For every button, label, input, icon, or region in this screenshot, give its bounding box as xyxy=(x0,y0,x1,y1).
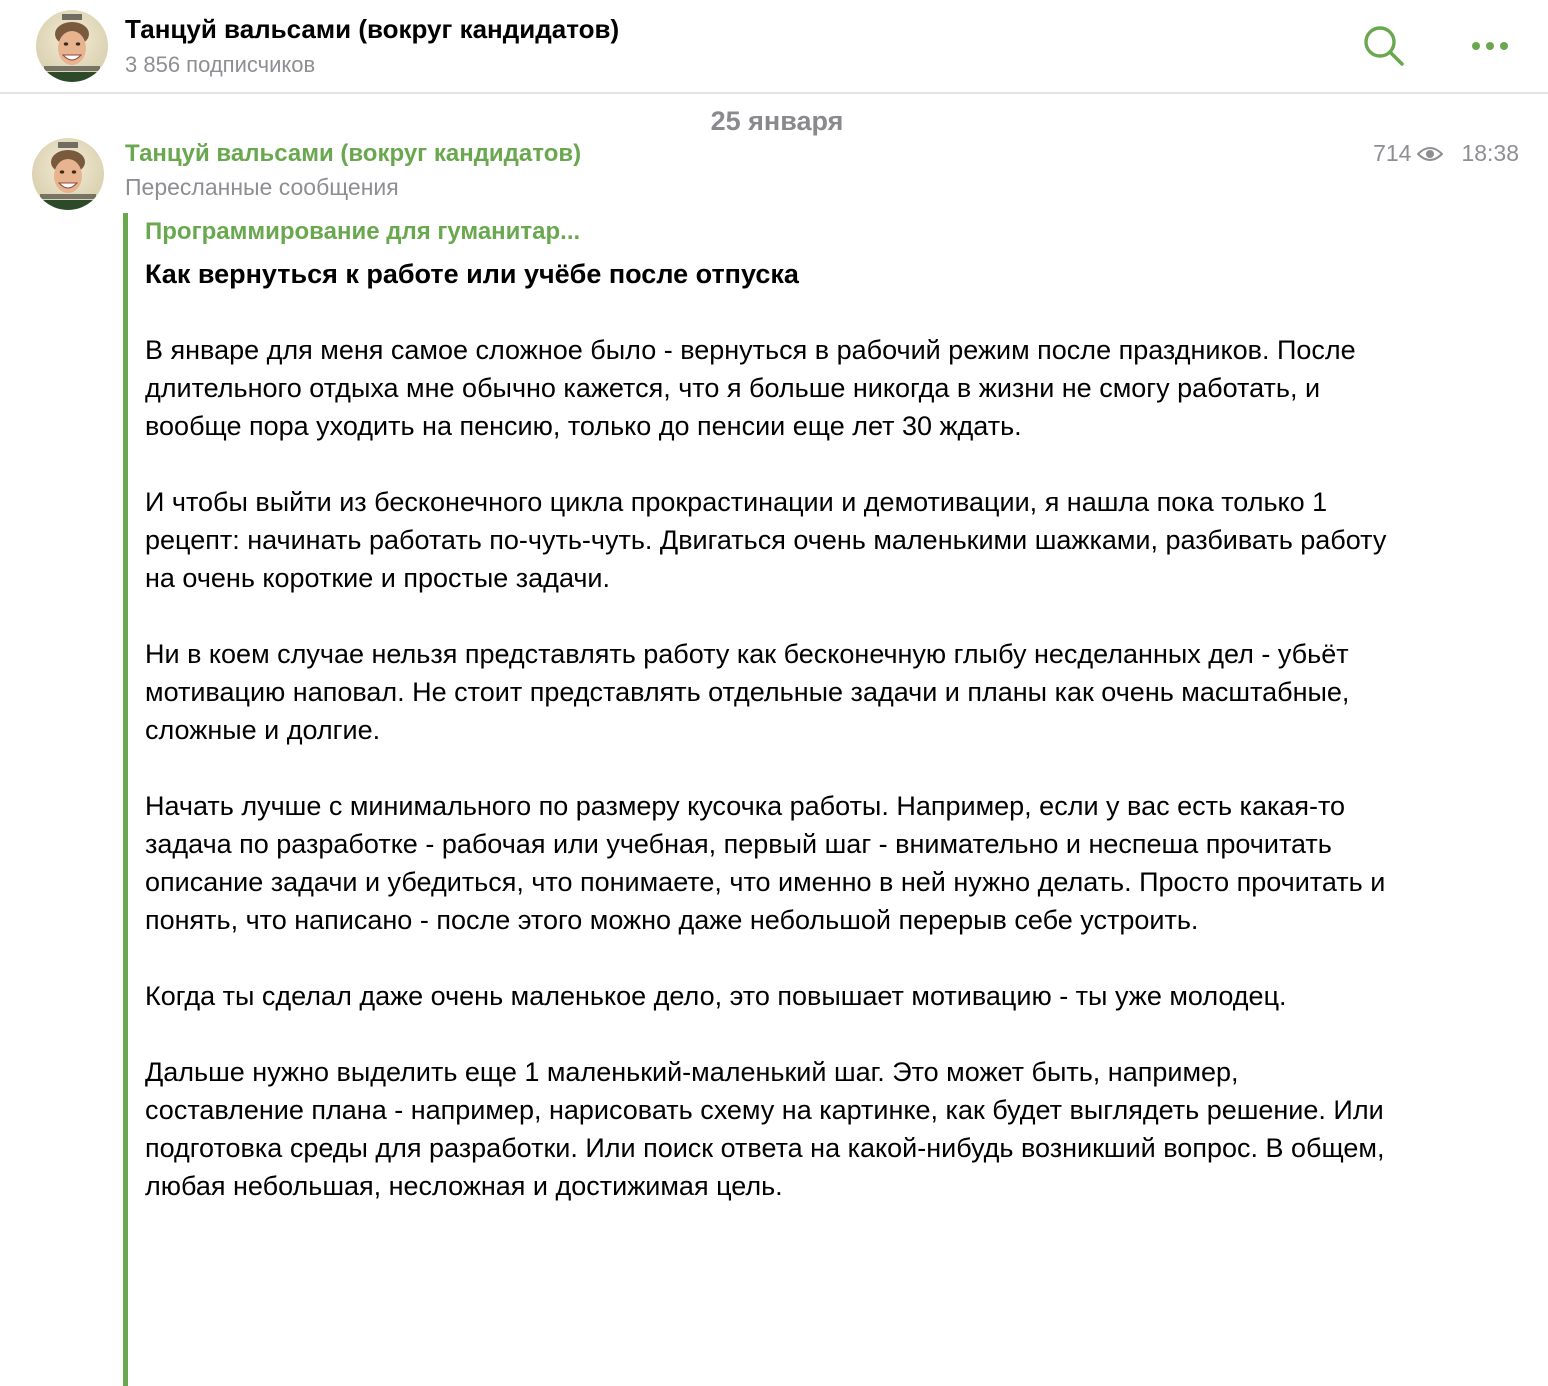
date-separator: 25 января xyxy=(710,106,844,136)
message-paragraph: И чтобы выйти из бесконечного цикла прокрастинации и демотивации, я нашла пока только 1 рецепт: начинать работать по-чуть-чуть. Двигаться очень маленькими шажками, разбивать работу на очень короткие и простые задачи. xyxy=(145,487,1387,593)
message-paragraph: В январе для меня самое сложное было - вернуться в рабочий режим после праздников. После длительного отдыха мне обычно кажется, что я больше никогда в жизни не смогу работать, и вообще пора уходить на пенсию, только до пенсии еще лет 30 ждать. xyxy=(145,335,1356,441)
forwarded-quote[interactable] xyxy=(123,213,1403,1386)
message-paragraph: Когда ты сделал даже очень маленькое дело, это повышает мотивацию - ты уже молодец. xyxy=(145,981,1287,1011)
eye-icon xyxy=(1417,145,1443,163)
message-paragraph: Ни в коем случае нельзя представлять работу как бесконечную глыбу несделанных дел - убьёт мотивацию наповал. Не стоит представлять отдельные задачи и планы как очень масштабные, сложные и долгие. xyxy=(145,639,1350,745)
message-paragraph: Дальше нужно выделить еще 1 маленький-маленький шаг. Это может быть, например, составление плана - например, нарисовать схему на картинке, как будет выглядеть решение. Или подготовка среды для разработки. Или поиск ответа на какой-нибудь возникший вопрос. В общем, любая небольшая, несложная и достижимая цель. xyxy=(145,1057,1385,1201)
message-time: 18:38 xyxy=(1461,140,1519,166)
channel-title[interactable]: Танцуй вальсами (вокруг кандидатов) xyxy=(125,14,620,44)
channel-header xyxy=(0,0,1548,94)
quote-source[interactable]: Программирование для гуманитар... xyxy=(145,218,581,245)
more-button[interactable] xyxy=(1464,24,1516,68)
message-author[interactable]: Танцуй вальсами (вокруг кандидатов) xyxy=(125,140,582,167)
quote-title: Как вернуться к работе или учёбе после отпуска xyxy=(145,259,799,289)
more-icon xyxy=(1470,40,1510,52)
author-avatar[interactable] xyxy=(32,138,104,210)
forwarded-label: Пересланные сообщения xyxy=(125,174,399,200)
message-paragraph: Начать лучше с минимального по размеру кусочка работы. Например, если у вас есть какая-то задача по разработке - рабочая или учебная, первый шаг - внимательно и неспеша прочитать описание задачи и убедиться, что понимаете, что именно в ней нужно делать. Просто прочитать и понять, что написано - после этого можно даже небольшой перерыв себе устроить. xyxy=(145,791,1386,935)
search-icon xyxy=(1362,24,1406,68)
channel-avatar[interactable] xyxy=(36,10,108,82)
search-button[interactable] xyxy=(1356,20,1412,72)
subscriber-count: 3 856 подписчиков xyxy=(125,52,316,77)
view-count: 714 xyxy=(1373,140,1412,166)
message-meta xyxy=(1373,140,1519,167)
